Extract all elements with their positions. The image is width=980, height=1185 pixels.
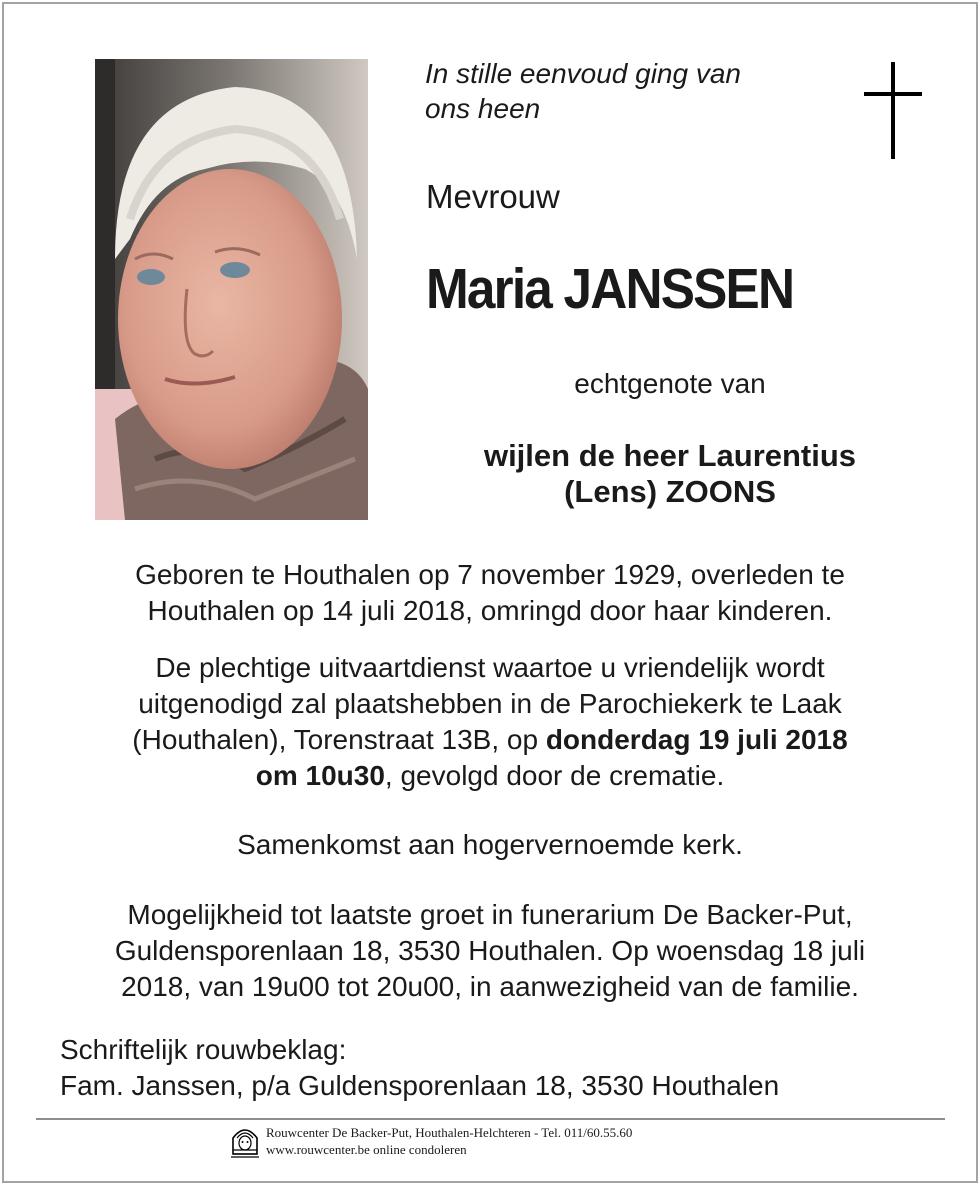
honorific: Mevrouw [426, 178, 560, 215]
portrait-photo [95, 59, 368, 520]
spouse-intro: echtgenote van [574, 368, 766, 399]
visitation-line-2: Guldensporenlaan 18, 3530 Houthalen. Op woensdag 18 juli [114, 935, 866, 966]
intro-text [425, 56, 805, 126]
spouse-line-1: wijlen de heer Laurentius [483, 438, 857, 473]
footer-text [266, 1124, 632, 1158]
visitation-paragraph [40, 897, 940, 1005]
spouse-line-2: (Lens) ZOONS [564, 474, 776, 509]
footer-contact: Rouwcenter De Backer-Put, Houthalen-Helchteren - Tel. 011/60.55.60 [266, 1125, 633, 1140]
condolences-block [60, 1032, 779, 1104]
birth-paragraph [40, 557, 940, 629]
footer-website[interactable]: www.rouwcenter.be online condoleren [266, 1142, 467, 1157]
funeral-date: donderdag 19 juli 2018 [545, 724, 848, 755]
spouse-name [415, 438, 925, 510]
birth-line-1: Geboren te Houthalen op 7 november 1929, overleden te [135, 559, 845, 590]
cross-icon [864, 62, 922, 159]
funeral-paragraph [40, 650, 940, 794]
intro-line-2: ons heen [425, 93, 541, 124]
footer [228, 1124, 748, 1162]
funeral-time: om 10u30 [255, 760, 385, 791]
condolences-line-1: Schriftelijk rouwbeklag: [60, 1034, 347, 1065]
funeral-line-3-text: (Houthalen), Torenstraat 13B, op [132, 724, 546, 755]
deceased-name: Maria JANSSEN [426, 257, 794, 321]
funeral-line-4 [40, 758, 940, 794]
funeral-line-1: De plechtige uitvaartdienst waartoe u vriendelijk wordt [155, 652, 825, 683]
funeral-line-3 [40, 722, 940, 758]
visitation-line-1: Mogelijkheid tot laatste groet in funerarium De Backer-Put, [127, 899, 853, 930]
visitation-line-3: 2018, van 19u00 tot 20u00, in aanwezigheid van de familie. [121, 971, 859, 1002]
funeral-line-2: uitgenodigd zal plaatshebben in de Parochiekerk te Laak [138, 688, 842, 719]
condolences-line-2: Fam. Janssen, p/a Guldensporenlaan 18, 3530 Houthalen [60, 1070, 780, 1101]
intro-line-1: In stille eenvoud ging van [425, 58, 741, 89]
gathering-line-1: Samenkomst aan hogervernoemde kerk. [237, 829, 743, 860]
birth-line-2: Houthalen op 14 juli 2018, omringd door haar kinderen. [147, 595, 833, 626]
funeral-home-logo-icon [228, 1124, 262, 1160]
funeral-line-4-text: , gevolgd door de crematie. [384, 760, 725, 791]
footer-divider [36, 1118, 945, 1120]
gathering-paragraph [40, 827, 940, 863]
